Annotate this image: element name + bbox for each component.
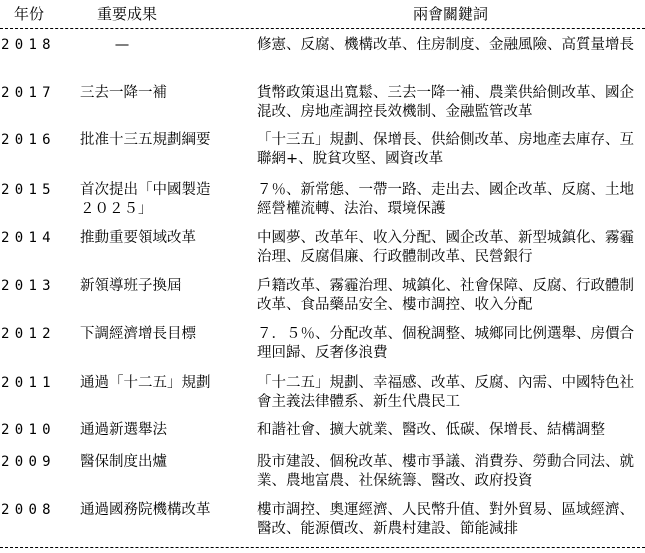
year-cell: 2017	[1, 85, 56, 101]
header-year: 年份	[14, 5, 45, 23]
achievement-cell: 通過國務院機構改革	[80, 502, 211, 518]
header-achievement: 重要成果	[97, 5, 158, 23]
keywords-cell: 貨幣政策退出寬鬆、三去一降一補、農業供給側改革、國企混改、房地產調控長效機制、金融監管改革	[257, 85, 634, 120]
year-cell: 2012	[1, 326, 56, 342]
achievement-cell: 三去一降一補	[80, 85, 167, 101]
keywords-cell: 修憲、反腐、機構改革、住房制度、金融風險、高質量增長	[257, 37, 634, 53]
keywords-cell: 戶籍改革、霧霾治理、城鎮化、社會保障、反腐、行政體制改革、食品藥品安全、樓市調控、收入分配	[257, 278, 634, 313]
keywords-cell: ７％、新常態、一帶一路、走出去、國企改革、反腐、土地經營權流轉、法治、環境保護	[257, 182, 634, 217]
achievement-cell: 下調經濟增長目標	[80, 326, 196, 342]
bottom-divider	[0, 547, 645, 548]
keywords-cell: 樓市調控、奧運經濟、人民幣升值、對外貿易、區域經濟、醫改、能源價改、新農村建設、節能減排	[257, 502, 634, 537]
year-cell: 2014	[1, 230, 56, 246]
year-cell: 2011	[1, 375, 56, 391]
achievement-cell: 醫保制度出爐	[80, 454, 167, 470]
header-keywords: 兩會關鍵詞	[413, 5, 489, 23]
keywords-cell: 和諧社會、擴大就業、醫改、低碳、保增長、結構調整	[257, 422, 605, 438]
achievement-cell: 新領導班子換屆	[80, 278, 182, 294]
achievement-cell: —	[114, 37, 130, 53]
year-cell: 2008	[1, 502, 56, 518]
achievement-cell: 批准十三五規劃綱要	[80, 132, 211, 148]
achievement-cell: 通過新選舉法	[80, 422, 167, 438]
keywords-cell: 中國夢、改革年、收入分配、國企改革、新型城鎮化、霧霾治理、反腐倡廉、行政體制改革、民營銀行	[257, 230, 634, 265]
achievement-cell: 首次提出「中國製造 ２０２５」	[80, 182, 211, 217]
keywords-cell: 「十二五」規劃、幸福感、改革、反腐、內需、中國特色社會主義法律體系、新生代農民工	[257, 375, 634, 410]
year-cell: 2013	[1, 278, 56, 294]
achievement-cell: 推動重要領域改革	[80, 230, 196, 246]
keywords-cell: 「十三五」規劃、保增長、供給側改革、房地產去庫存、互聯網+、脫貧攻堅、國資改革	[257, 132, 634, 167]
year-cell: 2015	[1, 182, 56, 198]
achievement-cell: 通過「十二五」規劃	[80, 375, 211, 391]
keywords-cell: ７．５％、分配改革、個稅調整、城鄉同比例選舉、房價合理回歸、反奢侈浪費	[257, 326, 634, 361]
year-cell: 2009	[1, 454, 56, 470]
top-divider	[0, 28, 645, 29]
year-cell: 2016	[1, 132, 56, 148]
year-cell: 2018	[1, 37, 56, 53]
year-cell: 2010	[1, 422, 56, 438]
keywords-cell: 股市建設、個稅改革、樓市爭議、消費券、勞動合同法、就業、農地富農、社保統籌、醫改、政府投資	[257, 454, 634, 489]
